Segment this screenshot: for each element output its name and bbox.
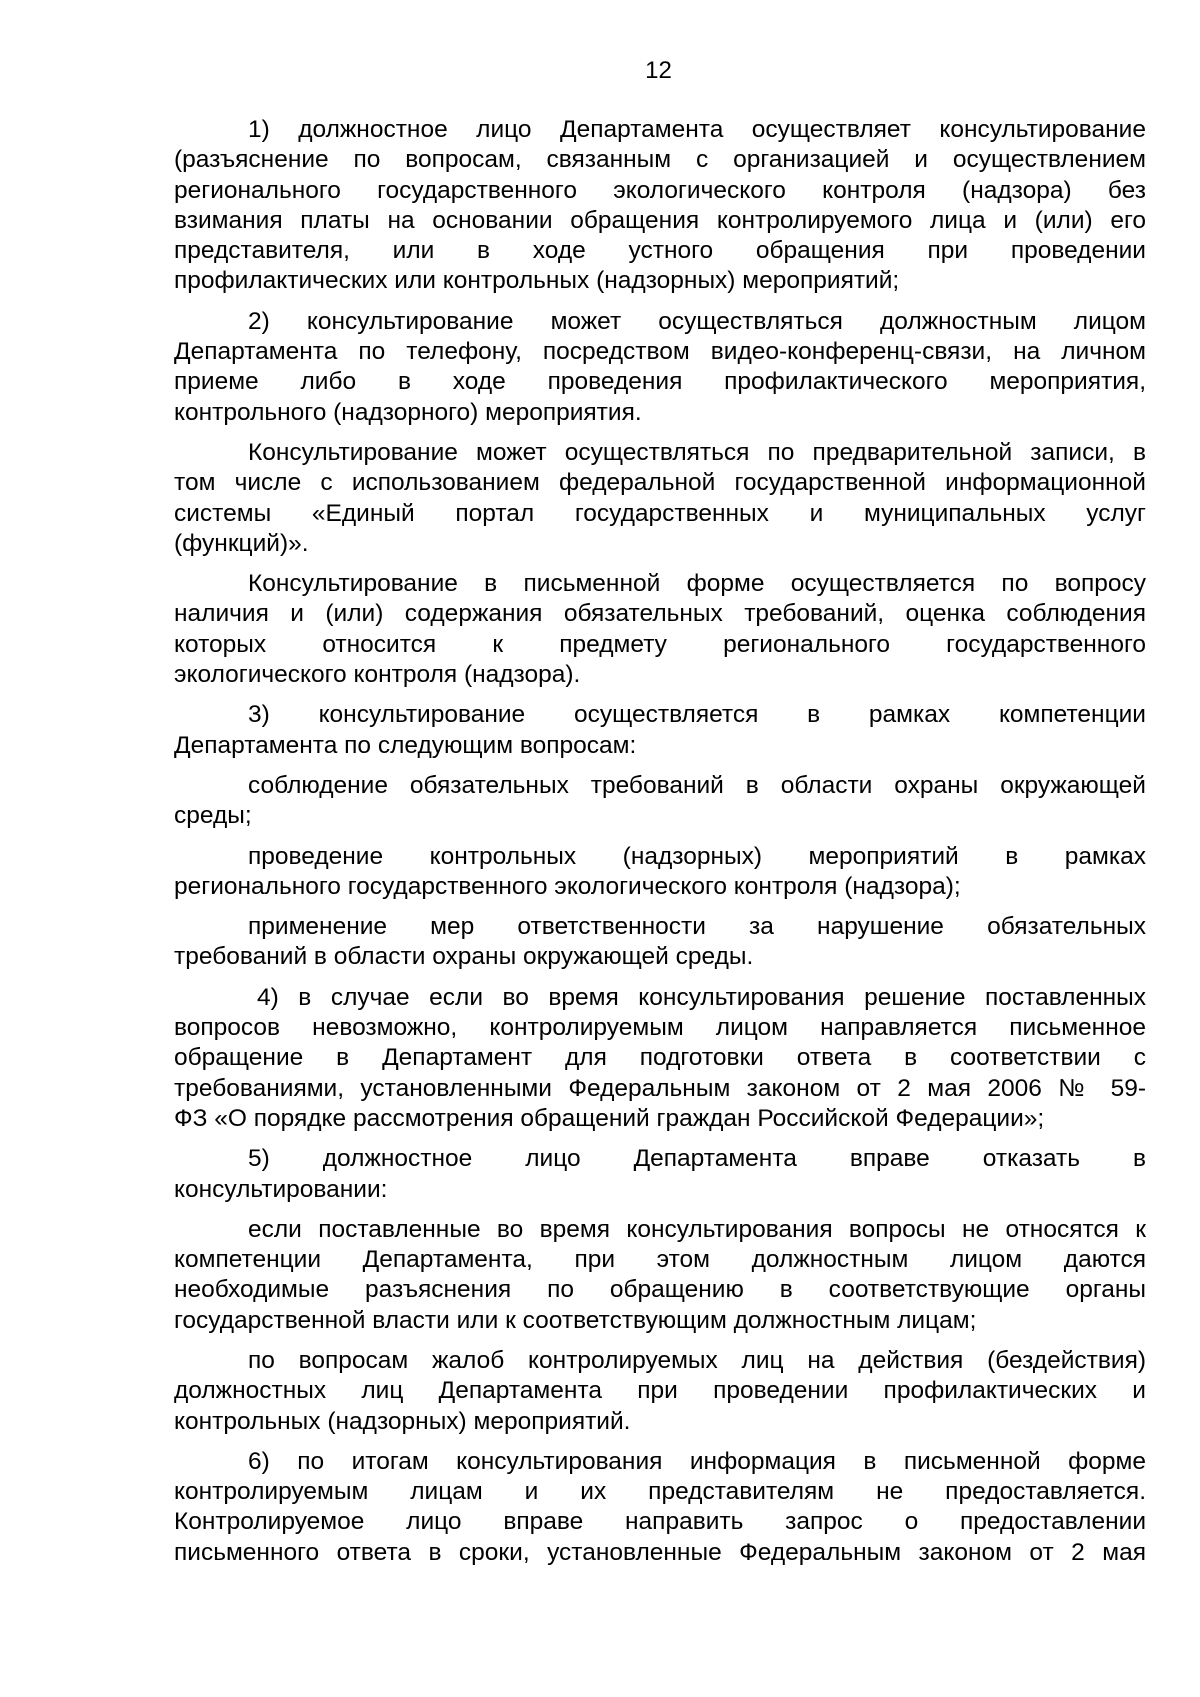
text-line: 5) должностное лицо Департамента вправе отказать в: [248, 1145, 1146, 1173]
text-line: взимания платы на основании обращения контролируемого лица и (или) его: [174, 206, 1146, 234]
text-line: контрольного (надзорного) мероприятия.: [174, 398, 642, 426]
paragraph-5: [174, 700, 1146, 761]
text-line: применение мер ответственности за нарушение обязательных: [248, 913, 1146, 941]
text-line: ФЗ «О порядке рассмотрения обращений граждан Российской Федерации»;: [174, 1104, 1045, 1132]
text-line: компетенции Департамента, при этом должностным лицом даются: [174, 1246, 1146, 1274]
text-line: проведение контрольных (надзорных) мероприятий в рамках: [248, 842, 1146, 870]
text-line: 4) в случае если во время консультирования решение поставленных: [257, 983, 1146, 1011]
paragraph-4: [174, 569, 1146, 690]
text-line: вопросов невозможно, контролируемым лицом направляется письменное: [174, 1014, 1146, 1042]
text-line: Департамента по следующим вопросам:: [174, 731, 637, 759]
text-line: контролируемым лицам и их представителям не предоставляется.: [174, 1478, 1146, 1506]
paragraph-2: [174, 307, 1146, 428]
text-line: письменного ответа в сроки, установленные Федеральным законом от 2 мая: [174, 1538, 1146, 1566]
text-line: требований в области охраны окружающей среды.: [174, 943, 754, 971]
text-line: обращение в Департамент для подготовки ответа в соответствии с: [174, 1044, 1146, 1072]
paragraph-3: [174, 438, 1146, 559]
text-line: наличия и (или) содержания обязательных требований, оценка соблюдения: [174, 600, 1146, 628]
text-line: 3) консультирование осуществляется в рамках компетенции: [248, 701, 1146, 729]
text-line: Департамента по телефону, посредством видео-конференц-связи, на личном: [174, 338, 1146, 366]
text-line: профилактических или контрольных (надзорных) мероприятий;: [174, 267, 900, 295]
text-line: (разъяснение по вопросам, связанным с организацией и осуществлением: [174, 146, 1146, 174]
text-line: экологического контроля (надзора).: [174, 661, 581, 689]
text-line: том числе с использованием федеральной государственной информационной: [174, 469, 1146, 497]
text-line: требованиями, установленными Федеральным законом от 2 мая 2006 № 59-: [174, 1074, 1146, 1102]
paragraph-6: [174, 771, 1146, 832]
text-line: (функций)».: [174, 529, 309, 557]
paragraph-8: [174, 912, 1146, 973]
text-line: государственной власти или к соответствующим должностным лицам;: [174, 1306, 977, 1334]
text-line: если поставленные во время консультирования вопросы не относятся к: [248, 1215, 1146, 1243]
text-line: среды;: [174, 802, 252, 830]
paragraph-7: [174, 842, 1146, 903]
text-line: соблюдение обязательных требований в области охраны окружающей: [248, 771, 1146, 799]
text-line: которых относится к предмету регионального государственного: [174, 630, 1146, 658]
paragraph-1: [174, 115, 1146, 297]
paragraph-9: [174, 983, 1146, 1134]
page-number: 12: [645, 57, 672, 84]
paragraph-13: [174, 1447, 1146, 1568]
text-line: необходимые разъяснения по обращению в соответствующие органы: [174, 1276, 1146, 1304]
text-line: регионального государственного экологического контроля (надзора) без: [174, 176, 1146, 204]
text-line: должностных лиц Департамента при проведении профилактических и: [174, 1377, 1146, 1405]
text-line: Контролируемое лицо вправе направить запрос о предоставлении: [174, 1508, 1146, 1536]
text-line: 6) по итогам консультирования информация в письменной форме: [248, 1447, 1146, 1475]
text-line: регионального государственного экологического контроля (надзора);: [174, 872, 961, 900]
text-line: 1) должностное лицо Департамента осуществляет консультирование: [248, 116, 1146, 143]
text-line: 2) консультирование может осуществляться должностным лицом: [248, 307, 1146, 335]
text-line: представителя, или в ходе устного обращения при проведении: [174, 237, 1146, 265]
text-line: приеме либо в ходе проведения профилактического мероприятия,: [174, 368, 1146, 396]
text-line: Консультирование может осуществляться по предварительной записи, в: [248, 438, 1146, 466]
text-line: по вопросам жалоб контролируемых лиц на действия (бездействия): [248, 1346, 1146, 1374]
text-line: Консультирование в письменной форме осуществляется по вопросу: [248, 570, 1146, 598]
paragraph-12: [174, 1346, 1146, 1437]
text-line: системы «Единый портал государственных и муниципальных услуг: [174, 499, 1146, 527]
paragraph-11: [174, 1215, 1146, 1336]
text-line: контрольных (надзорных) мероприятий.: [174, 1407, 631, 1435]
text-line: консультировании:: [174, 1175, 388, 1203]
paragraph-10: [174, 1144, 1146, 1205]
document-body: [174, 115, 1146, 1578]
